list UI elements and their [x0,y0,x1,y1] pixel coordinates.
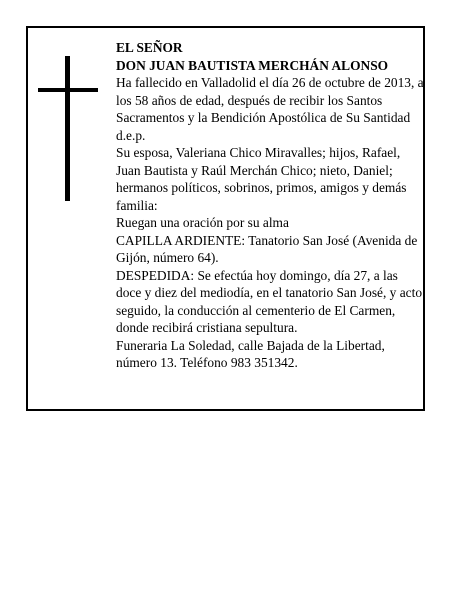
farewell-paragraph: DESPEDIDA: Se efectúa hoy domingo, día 27, a las doce y diez del mediodía, en el tanatorio San José, y acto seguido, la conducción al cementerio de El Carmen, donde recibirá cristiana sepultura. [116,267,423,335]
obituary-notice [26,26,425,411]
cross-icon [38,56,100,201]
chapel-paragraph: CAPILLA ARDIENTE: Tanatorio San José (Avenida de Gijón, número 64). [116,232,418,265]
death-paragraph: Ha fallecido en Valladolid el día 26 de octubre de 2013, a los 58 años de edad, después de recibir los Santos Sacramentos y la Bendición Apostólica de Su Santidad d.e.p. [116,75,424,143]
prayer-line: Ruegan una oración por su alma [116,215,289,230]
deceased-name: DON JUAN BAUTISTA MERCHÁN ALONSO [116,57,389,73]
cross-horizontal-bar [38,88,98,92]
funeral-home-paragraph: Funeraria La Soledad, calle Bajada de la Libertad, número 13. Teléfono 983 351342. [116,337,385,370]
obituary-text [116,39,424,372]
cross-vertical-bar [65,56,70,201]
notice-title: EL SEÑOR [116,40,183,55]
family-paragraph: Su esposa, Valeriana Chico Miravalles; hijos, Rafael, Juan Bautista y Raúl Merchán Chico; nieto, Daniel; hermanos políticos, sobrinos, primos, amigos y demás familia: [116,145,407,213]
